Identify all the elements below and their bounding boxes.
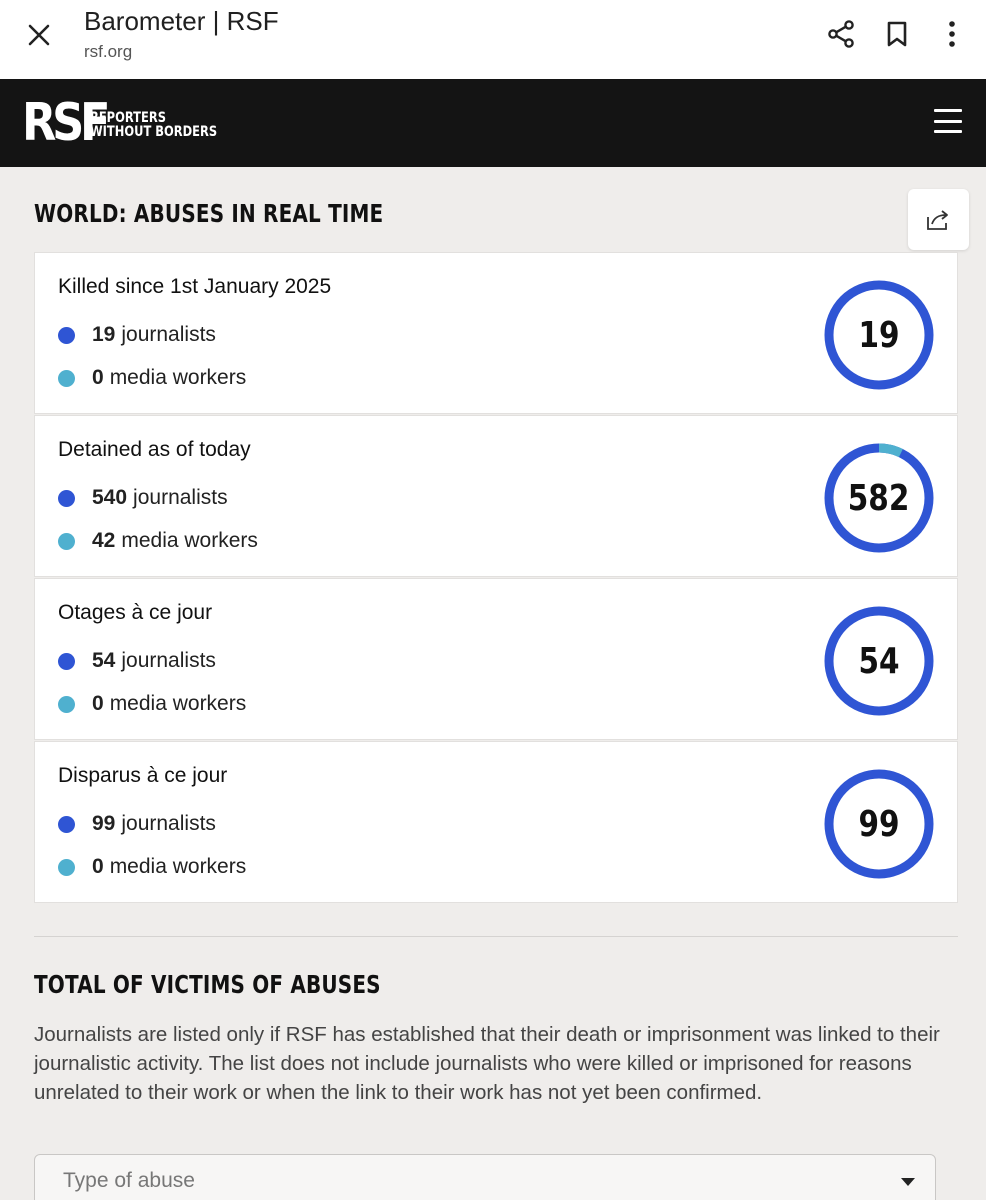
hamburger-menu-icon[interactable] (934, 109, 962, 133)
journalists-count: 19 (92, 323, 116, 346)
media-workers-count: 0 (92, 855, 104, 878)
browser-url: rsf.org (84, 42, 133, 61)
journalists-count: 540 (92, 486, 128, 509)
rsf-logo[interactable] (22, 93, 245, 153)
journalists-row (58, 649, 216, 673)
donut-total-value: 99 (858, 803, 900, 845)
journalists-count: 99 (92, 812, 116, 835)
media-workers-count: 42 (92, 529, 116, 552)
journalists-row (58, 323, 216, 347)
donut-total (822, 278, 936, 392)
chevron-down-icon (901, 1178, 915, 1186)
media-workers-label: media workers (109, 692, 247, 715)
media-workers-label: media workers (109, 366, 247, 389)
logo-line-2: WITHOUT BORDERS (90, 124, 218, 140)
media-workers-row (58, 529, 258, 553)
media-workers-label: media workers (109, 855, 247, 878)
stat-card-title: Detained as of today (58, 438, 251, 461)
donut-total-value: 54 (858, 640, 900, 682)
victims-section-title: TOTAL OF VICTIMS OF ABUSES (34, 970, 381, 999)
journalists-legend-dot (58, 816, 75, 833)
victims-description: Journalists are listed only if RSF has established that their death or imprisonment was linked to their journalistic activity. The list does not include journalists who were killed or imprisoned for reasons unrelated to their work or when the link to their work has not yet been confirmed. (34, 1023, 940, 1104)
donut-total (822, 604, 936, 718)
share-button[interactable] (821, 14, 861, 54)
journalists-label: journalists (121, 812, 216, 835)
site-header (0, 79, 986, 167)
abuse-type-select[interactable] (34, 1154, 936, 1200)
more-options-button[interactable] (932, 14, 972, 54)
abuse-type-placeholder: Type of abuse (63, 1169, 195, 1192)
media-workers-row (58, 366, 246, 390)
logo-wordmark (90, 107, 217, 139)
donut-total-value: 582 (848, 477, 910, 519)
donut-total-value: 19 (858, 314, 900, 356)
bookmark-icon (885, 20, 909, 48)
close-button[interactable] (20, 16, 58, 54)
stat-card (34, 741, 958, 903)
stat-card-title: Killed since 1st January 2025 (58, 275, 332, 298)
more-vertical-icon (947, 20, 957, 48)
media-workers-legend-dot (58, 533, 75, 550)
media-workers-count: 0 (92, 366, 104, 389)
media-workers-legend-dot (58, 370, 75, 387)
journalists-label: journalists (121, 323, 216, 346)
donut-total (822, 767, 936, 881)
journalists-row (58, 486, 228, 510)
logo-line-1: REPORTERS (90, 110, 166, 126)
close-icon (27, 23, 51, 47)
browser-page-title: Barometer | RSF (84, 6, 279, 36)
stat-card-title: Otages à ce jour (58, 601, 213, 624)
realtime-section-title: WORLD: ABUSES IN REAL TIME (34, 199, 384, 228)
export-share-button[interactable] (908, 189, 969, 250)
journalists-row (58, 812, 216, 836)
media-workers-label: media workers (121, 529, 258, 552)
stat-card-title: Disparus à ce jour (58, 764, 228, 787)
section-divider (34, 936, 958, 937)
media-workers-count: 0 (92, 692, 104, 715)
stat-card (34, 578, 958, 740)
media-workers-legend-dot (58, 696, 75, 713)
share-icon (826, 19, 856, 49)
journalists-legend-dot (58, 653, 75, 670)
media-workers-row (58, 855, 246, 879)
bookmark-button[interactable] (877, 14, 917, 54)
journalists-count: 54 (92, 649, 116, 672)
journalists-label: journalists (121, 649, 216, 672)
journalists-legend-dot (58, 490, 75, 507)
media-workers-row (58, 692, 246, 716)
journalists-label: journalists (133, 486, 228, 509)
stat-card (34, 252, 958, 414)
journalists-legend-dot (58, 327, 75, 344)
media-workers-legend-dot (58, 859, 75, 876)
logo-mark: RSF (22, 93, 107, 153)
browser-toolbar (0, 0, 986, 79)
export-share-icon (926, 209, 952, 231)
donut-total (822, 441, 936, 555)
stat-card (34, 415, 958, 577)
abuse-stats-list (34, 252, 958, 904)
